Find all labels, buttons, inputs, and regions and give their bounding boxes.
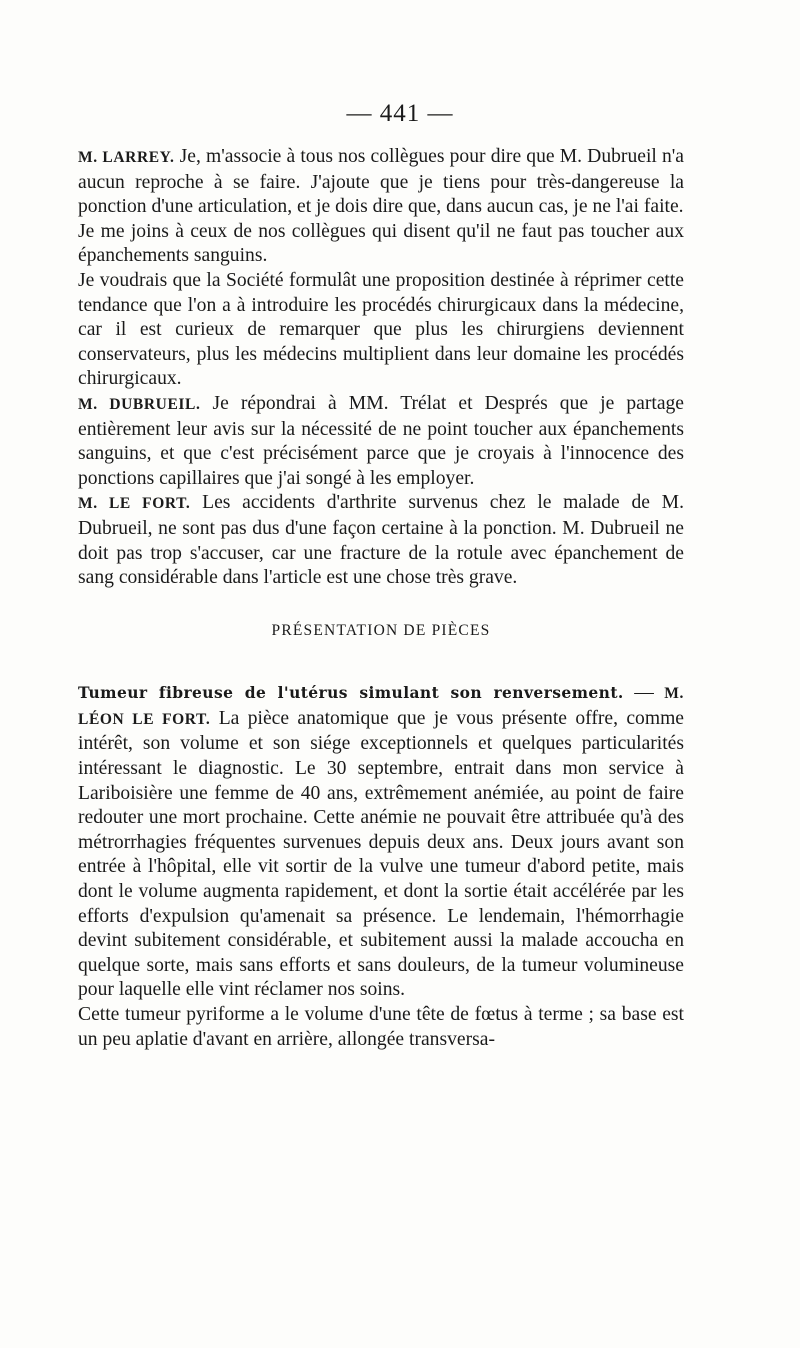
speaker-name: M. LARREY. [78, 149, 175, 166]
dash: — [623, 682, 665, 704]
body-text [78, 145, 684, 1052]
paragraph-joins [78, 220, 684, 269]
paragraph-text: Je me joins à ceux de nos collègues qui disent qu'il ne faut pas toucher aux épanchements sanguins. [78, 220, 684, 267]
paragraph-le-fort [78, 491, 684, 590]
paragraph-text: Je, m'associe à tous nos collègues pour dire que M. Dubrueil n'a aucun reproche à se faire. J'ajoute que je tiens pour très-dangereuse la ponction d'une articulation, et je dois dire que, dans aucun cas, je ne l'ai faite. [78, 146, 684, 218]
paragraph-tumeur [78, 681, 684, 1003]
article-title: Tumeur fibreuse de l'utérus simulant son renversement. [78, 683, 624, 703]
speaker-name: M. LE FORT. [78, 495, 191, 513]
paragraph-dubrueil [78, 392, 684, 491]
paragraph-societe [78, 269, 684, 392]
speaker-name: M. LÉON LE FORT. [78, 685, 685, 728]
paragraph-text: La pièce anatomique que je vous présente offre, comme intérêt, son volume et son siége exceptionnels et quelques particularités intéressant le diagnostic. Le 30 septembre, entrait dans mon service à Lariboisière une femme de 40 ans, extrêmement anémiée, au point de faire redouter une mort prochaine. Cette anémie ne pouvait être attribuée qu'à des métrorrhagies fréquentes survenues depuis deux ans. Deux jours avant son entrée à l'hôpital, elle vit sortir de la vulve une tumeur d'abord petite, mais dont le volume augmenta rapidement, et dont la sortie était accélérée par les efforts d'expulsion qu'amenait sa présence. Le lendemain, l'hémorrhagie devint subitement considérable, et subitement aussi la malade accoucha en quelque sorte, mais sans efforts et sans douleurs, de la tumeur volumineuse pour laquelle elle vint réclamer nos soins. [78, 707, 685, 1001]
page-number: — 441 — [346, 100, 454, 127]
paragraph-text: Les accidents d'arthrite survenus chez le malade de M. Dubrueil, ne sont pas dus d'une façon certaine à la ponction. M. Dubrueil ne doit pas trop s'accuser, car une fracture de la rotule avec épanchement de sang considérable dans l'article est une chose très grave. [78, 492, 684, 589]
speaker-name: M. DUBRUEIL. [78, 395, 201, 413]
paragraph-text: Je voudrais que la Société formulât une proposition destinée à réprimer cette tendance que l'on a à introduire les procédés chirurgicaux dans la médecine, car il est curieux de remarquer que plus les chirurgiens deviennent conservateurs, plus les médecins multiplient dans leur domaine les procédés chirurgicaux. [78, 269, 684, 390]
paragraph-text: Cette tumeur pyriforme a le volume d'une tête de fœtus à terme ; sa base est un peu aplatie d'avant en arrière, allongée transversa- [78, 1004, 684, 1050]
paragraph-pyriforme [78, 1003, 684, 1052]
paragraph-text: Je répondrai à MM. Trélat et Després que je partage entièrement leur avis sur la nécessité de ne point toucher aux épanchements sanguins, et que c'est précisément parce que je croyais à l'innocence des ponctions capillaires que j'ai songé à les employer. [78, 392, 685, 489]
section-heading: PRÉSENTATION DE PIÈCES [271, 621, 491, 639]
paragraph-larrey [78, 145, 684, 220]
